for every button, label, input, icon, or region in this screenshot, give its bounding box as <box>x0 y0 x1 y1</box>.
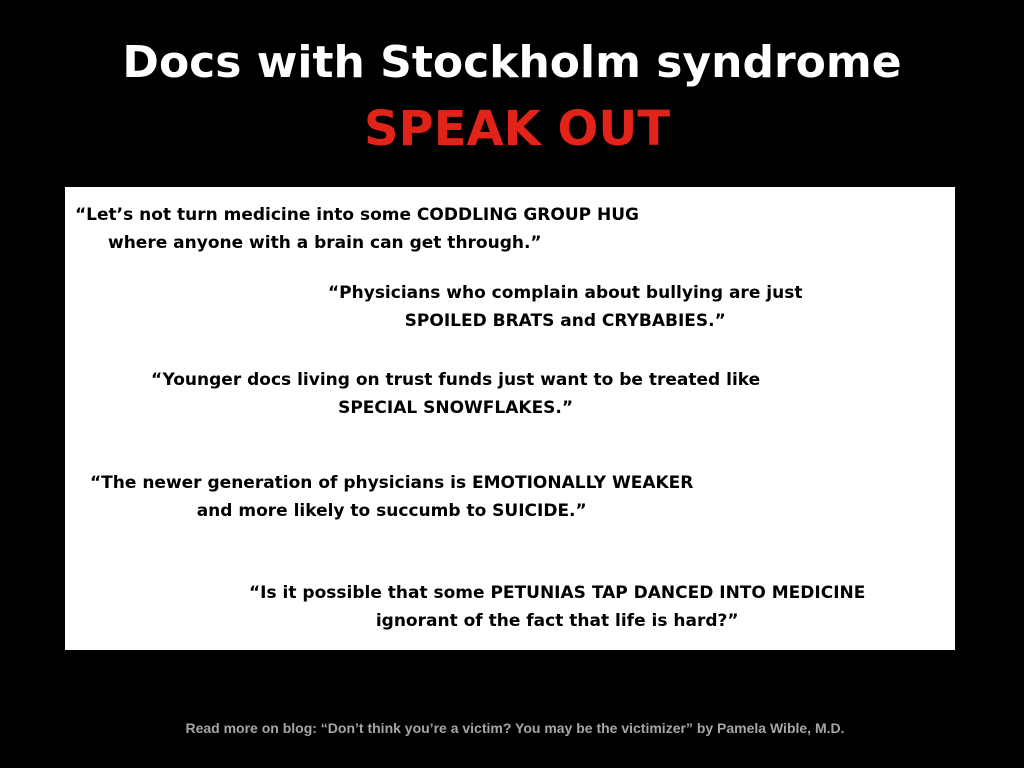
quote-5-line-2: ignorant of the fact that life is hard?” <box>375 611 739 631</box>
slide-title: Docs with Stockholm syndrome <box>122 37 902 88</box>
blog-reference-footer: Read more on blog: “Don’t think you’re a victim? You may be the victimizer” by Pamela Wible, M.D. <box>185 720 845 736</box>
quote-2 <box>328 279 802 335</box>
quote-5 <box>249 579 865 635</box>
quote-2-line-1: “Physicians who complain about bullying are just <box>328 283 803 303</box>
quote-3-line-2: SPECIAL SNOWFLAKES.” <box>338 398 574 418</box>
quote-4 <box>90 469 693 525</box>
quote-1-line-2: where anyone with a brain can get through.” <box>108 233 542 253</box>
quote-5-line-1: “Is it possible that some PETUNIAS TAP DANCED INTO MEDICINE <box>249 583 866 603</box>
quote-1-line-1: “Let’s not turn medicine into some CODDLING GROUP HUG <box>75 205 639 225</box>
quote-panel <box>65 187 955 650</box>
quote-3-line-1: “Younger docs living on trust funds just want to be treated like <box>151 370 761 390</box>
quote-1 <box>75 201 639 257</box>
slide-subtitle: SPEAK OUT <box>363 101 671 157</box>
quote-3 <box>151 366 760 422</box>
quote-2-line-2: SPOILED BRATS and CRYBABIES.” <box>404 311 726 331</box>
quote-4-line-1: “The newer generation of physicians is EMOTIONALLY WEAKER <box>90 473 694 493</box>
quote-4-line-2: and more likely to succumb to SUICIDE.” <box>196 501 587 521</box>
